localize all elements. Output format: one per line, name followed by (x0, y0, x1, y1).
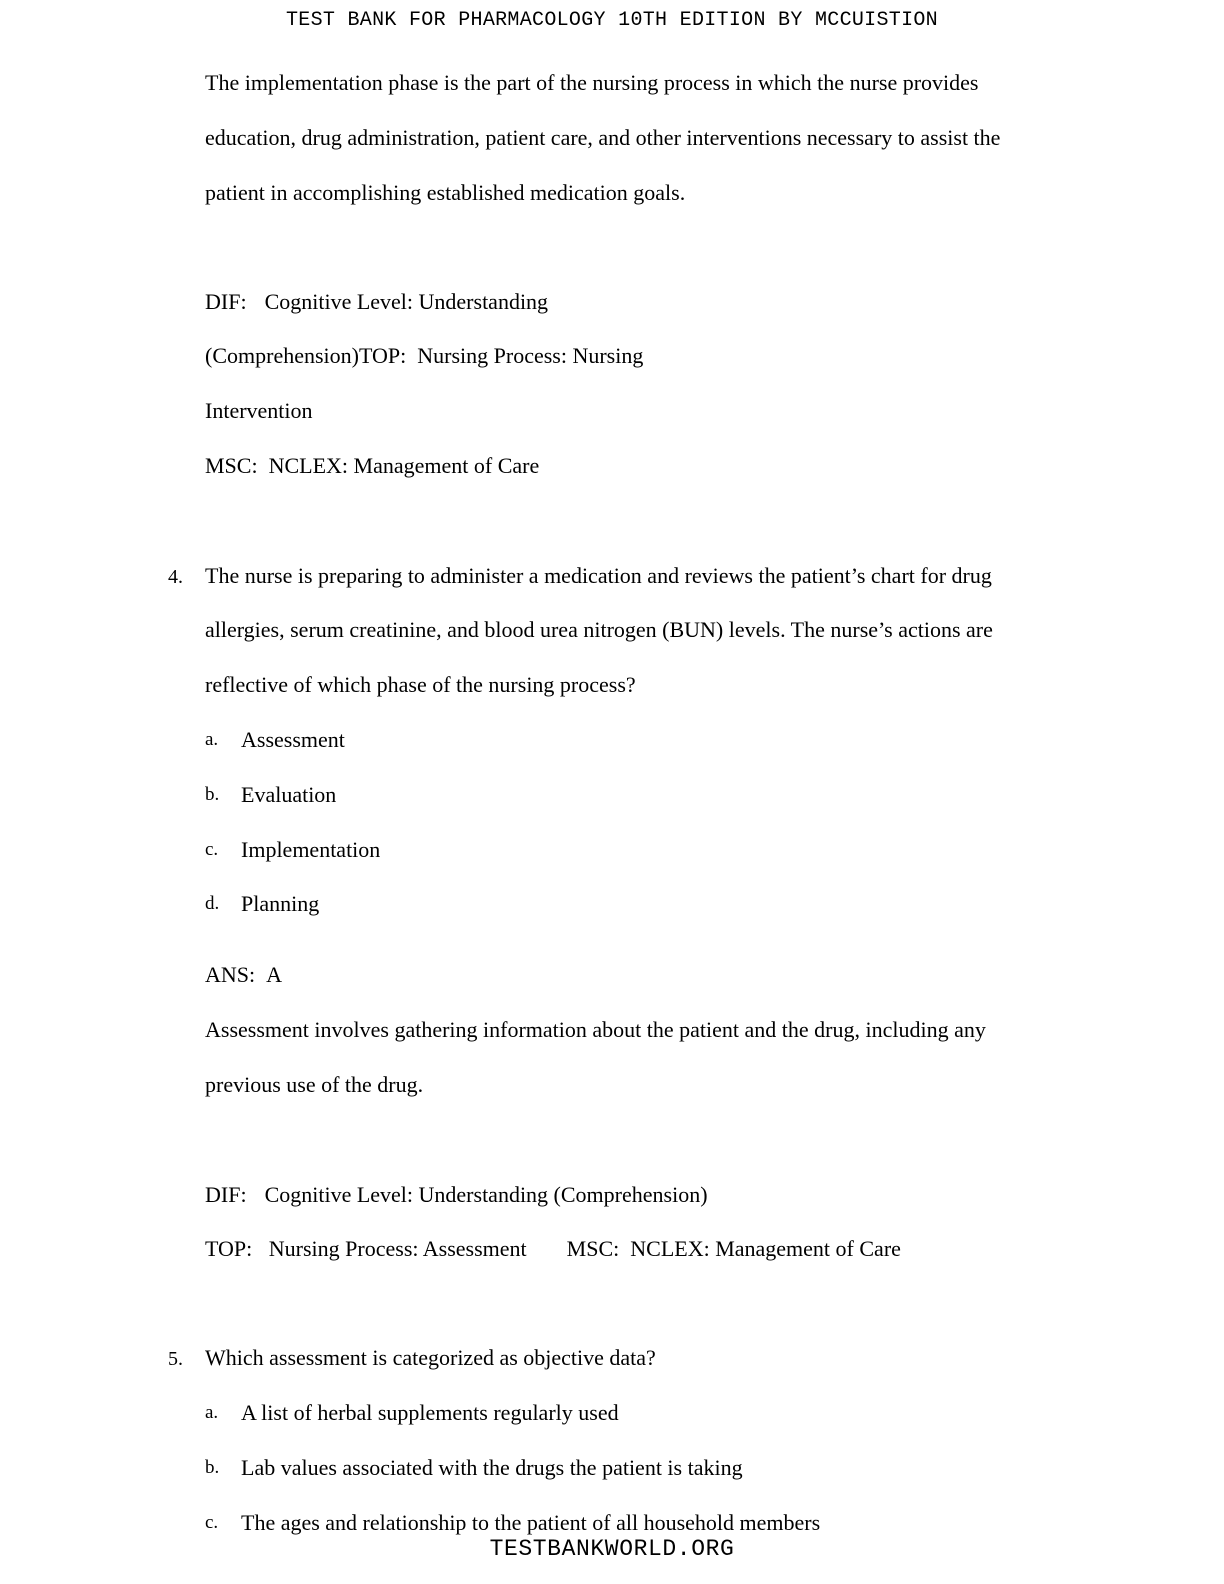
q3-top-value: Nursing Process: Nursing (417, 343, 644, 368)
q3-msc-label: MSC: (205, 453, 258, 478)
q5-option-c-text: The ages and relationship to the patient of all household members (241, 1510, 821, 1535)
page-footer: TESTBANKWORLD.ORG (489, 1536, 735, 1562)
q3-dif-label: DIF: (205, 289, 247, 314)
q4-top-value: Nursing Process: Assessment (268, 1236, 527, 1261)
q3-rationale-line-3: patient in accomplishing established medication goals. (205, 180, 686, 205)
q4-dif-label: DIF: (205, 1182, 247, 1207)
q4-option-b-text: Evaluation (241, 782, 337, 807)
q3-msc-line (205, 451, 539, 481)
q5-option-a-letter: a. (205, 1402, 219, 1423)
q4-stem-line-1: The nurse is preparing to administer a medication and reviews the patient’s chart for drug (205, 563, 992, 588)
q3-dif-line (205, 287, 548, 317)
q5-number: 5. (168, 1348, 183, 1370)
q3-msc-value: NCLEX: Management of Care (268, 453, 540, 478)
q4-msc-label: MSC: (566, 1236, 620, 1261)
q4-option-b-letter: b. (205, 784, 220, 805)
q4-stem-line-2: allergies, serum creatinine, and blood urea nitrogen (BUN) levels. The nurse’s actions are (205, 617, 993, 642)
q4-option-a-letter: a. (205, 729, 219, 750)
q5-option-c-letter: c. (205, 1512, 219, 1533)
q3-rationale-line-1: The implementation phase is the part of the nursing process in which the nurse provides (205, 70, 979, 95)
q4-option-c-letter: c. (205, 839, 219, 860)
q4-answer-value: A (266, 962, 283, 987)
q4-option-c-text: Implementation (241, 837, 381, 862)
q4-dif-line (205, 1180, 708, 1210)
q5-stem-line-1: Which assessment is categorized as objective data? (205, 1345, 656, 1370)
q4-answer-label: ANS: (205, 962, 256, 987)
q4-dif-value: Cognitive Level: Understanding (Comprehension) (264, 1182, 708, 1207)
q4-number: 4. (168, 566, 183, 588)
q4-option-d-letter: d. (205, 893, 220, 914)
page-header: TEST BANK FOR PHARMACOLOGY 10TH EDITION BY MCCUISTION (285, 9, 938, 32)
q4-option-d-text: Planning (241, 891, 320, 916)
q4-top-msc-line (205, 1234, 901, 1264)
q3-rationale-line-2: education, drug administration, patient care, and other interventions necessary to assist the (205, 125, 1001, 150)
q5-option-b-text: Lab values associated with the drugs the patient is taking (241, 1455, 743, 1480)
q4-rationale-line-1: Assessment involves gathering information about the patient and the drug, including any (205, 1017, 986, 1042)
q5-option-b-letter: b. (205, 1457, 220, 1478)
q4-top-label: TOP: (205, 1236, 253, 1261)
q3-top-continuation: Intervention (205, 398, 313, 423)
q3-top-line (205, 341, 643, 371)
q4-option-a-text: Assessment (241, 727, 345, 752)
q4-msc-value: NCLEX: Management of Care (630, 1236, 901, 1261)
q4-stem-line-3: reflective of which phase of the nursing process? (205, 672, 636, 697)
q3-dif-value: Cognitive Level: Understanding (264, 289, 549, 314)
q5-option-a-text: A list of herbal supplements regularly used (241, 1400, 619, 1425)
q4-rationale-line-2: previous use of the drug. (205, 1072, 424, 1097)
q4-answer-line (205, 960, 282, 990)
q3-dif-continuation: (Comprehension)TOP: (205, 343, 407, 368)
